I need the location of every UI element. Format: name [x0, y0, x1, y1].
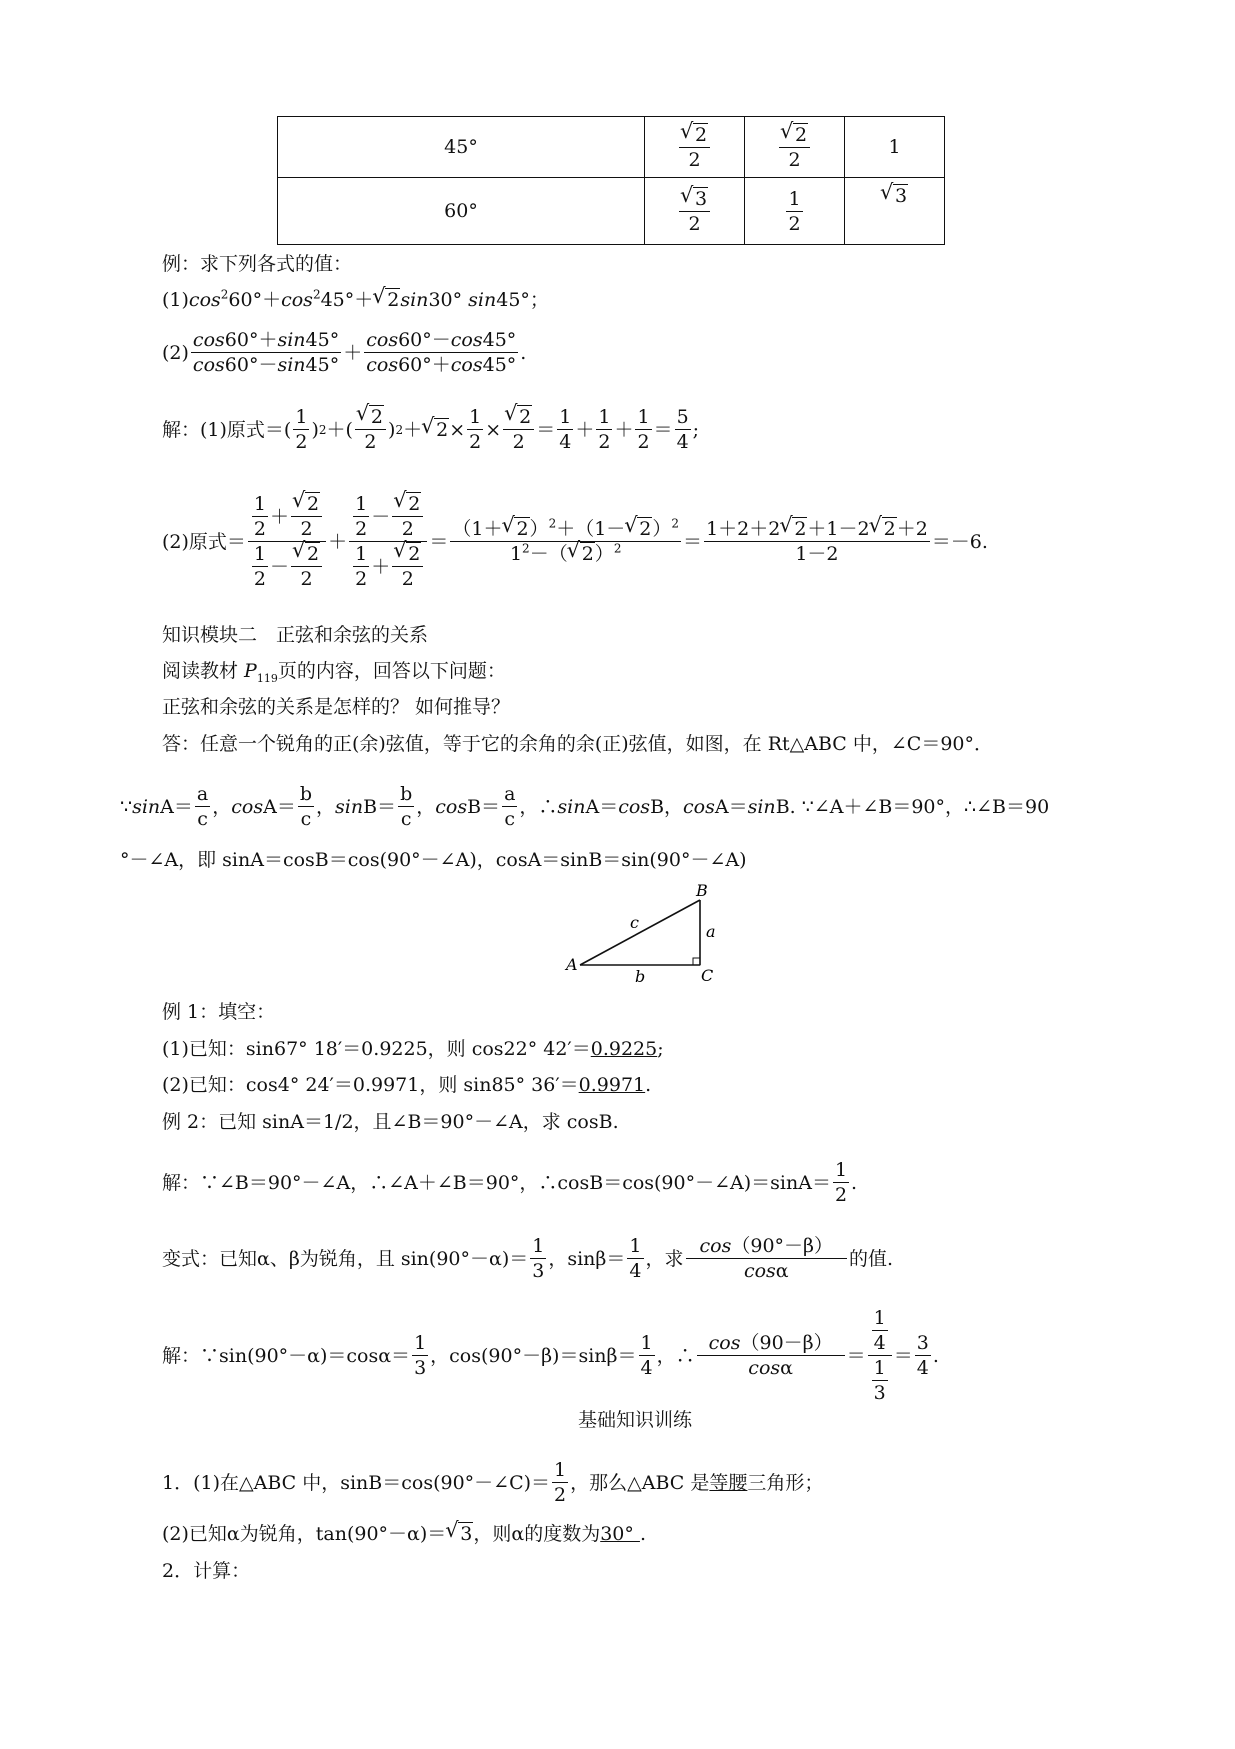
example-2: 例 2：已知 sinA＝1/2，且∠B＝90°－∠A，求 cosB.	[162, 1111, 619, 1133]
answer-line-3: °－∠A，即 sinA＝cosB＝cos(90°－∠A)，cosA＝sinB＝sin(90°－∠A)	[120, 849, 747, 871]
question-text: 正弦和余弦的关系是怎样的？ 如何推导？	[162, 696, 511, 718]
question-1b: (2)已知α为锐角，tan(90°－α)＝√ 3，则α的度数为30° .	[162, 1522, 646, 1546]
solution-2: (2)原式＝ $\frac{1}{2}$ ＋ √ $\frac{2}{2}$ $\frac{1}{2}$ － √ $\frac{2}{2}$ ＋ $\frac{1}{2}$ － √ $\frac{2}{2}$ $\frac{1}{2}$ ＋ √ $\frac{2}{2}$ ＝ $\frac{(1+√ 2)^2+(1-√ 2)^2}{1^2-(√ 2)^2}$ ＝ $\frac{1+2+2√ 2+1-2√ 2+2}{1-2}$ ＝－6.	[162, 492, 988, 591]
module-title: 知识模块二 正弦和余弦的关系	[162, 624, 429, 646]
example-1-title: 例 1：填空：	[162, 1001, 276, 1023]
table-cell-angle: 60°	[278, 178, 645, 245]
right-triangle-figure	[560, 880, 720, 985]
variant-problem: 变式：已知α、β为锐角，且 sin(90°－α)＝ $\frac{1}{3}$ ，sinβ＝ $\frac{1}{4}$ ，求 $\frac{\cos(90^\circ-\beta)}{\cos\alpha}$ 的值.	[162, 1235, 894, 1282]
section-title: 基础知识训练	[578, 1409, 693, 1431]
vertex-b-label: B	[696, 881, 708, 900]
table-cell-sin: √ $\frac{2}{2}$	[645, 117, 745, 178]
variant-solution: 解：∵sin(90°－α)＝cosα＝ $\frac{1}{3}$ ，cos(90°－β)＝sinβ＝ $\frac{1}{4}$ ，∴ $\frac{\cos(90-\beta)}{\cos\alpha}$ ＝ $\frac{\frac{1}{4}}{\frac{1}{3}}$ ＝ $\frac{3}{4}$ .	[162, 1307, 939, 1404]
table-cell-sin: √ $\frac{3}{2}$	[645, 178, 745, 245]
example-intro: 例：求下列各式的值：	[162, 253, 353, 275]
example-expression-1: $(1)\cos^260^\circ+\cos^245^\circ+√$ 2sin30° sin45°；	[162, 288, 549, 312]
example-expression-2: (2) $\frac{\cos 60^\circ+\sin 45^\circ}{\cos 60^\circ-\sin 45^\circ}$ ＋ $\frac{\cos 60^\circ-\cos 45^\circ}{\cos 60^\circ+\cos 45^\circ}$ .	[162, 329, 527, 376]
side-c-label: c	[630, 913, 639, 932]
table-cell-cos: √ $\frac{2}{2}$	[745, 117, 845, 178]
table-row	[278, 117, 945, 178]
example-2-solution: 解：∵∠B＝90°－∠A，∴∠A＋∠B＝90°，∴cosB＝cos(90°－∠A)＝sinA＝ $\frac{1}{2}$ .	[162, 1159, 858, 1206]
table-cell-tan: 1	[845, 117, 945, 178]
table-cell-tan: √ 3	[845, 178, 945, 245]
vertex-a-label: A	[566, 955, 578, 974]
side-a-label: a	[706, 922, 716, 941]
answer-line: 答：任意一个锐角的正(余)弦值，等于它的余角的余(正)弦值，如图，在 Rt△ABC 中，∠C＝90°．	[162, 733, 993, 755]
table-row	[278, 178, 945, 245]
table-cell-cos: $\frac{1}{2}$	[745, 178, 845, 245]
fill-blank-2: (2)已知：cos4° 24′＝0.9971，则 sin85° 36′＝0.9971.	[162, 1074, 652, 1096]
question-1: 1．(1)在△ABC 中，sinB＝cos(90°－∠C)＝ $\frac{1}{2}$ ，那么△ABC 是 等腰 三角形；	[162, 1459, 824, 1506]
fill-blank-1: (1)已知：sin67° 18′＝0.9225，则 cos22° 42′＝0.9225;	[162, 1038, 664, 1060]
reading-instruction: 阅读教材 $P_{119}$页的内容，回答以下问题：	[162, 660, 506, 685]
trig-value-table	[277, 116, 945, 245]
vertex-c-label: C	[701, 966, 714, 985]
solution-1: 解：(1)原式＝ ( $\frac{1}{2}$ ) 2 ＋( √ $\frac{2}{2}$ ) 2 ＋ √ 2 × $\frac{1}{2}$ × √ $\frac{2}{2}$ ＝ $\frac{1}{4}$ ＋ $\frac{1}{2}$ ＋ $\frac{1}{2}$ ＝ $\frac{5}{4}$ ;	[162, 405, 699, 454]
table-cell-angle: 45°	[278, 117, 645, 178]
side-b-label: b	[635, 967, 646, 985]
question-2: 2．计算：	[162, 1560, 251, 1582]
answer-formula-line: ∵ sin A＝ $\frac{a}{c}$ ， cos A＝ $\frac{b}{c}$ ， sin B＝ $\frac{b}{c}$ ， cos B＝ $\frac{a}{c}$ ，∴ sin A＝ cos B， cos A＝ sin B. ∵∠A＋∠B＝90°，∴∠B＝90	[120, 783, 1050, 830]
